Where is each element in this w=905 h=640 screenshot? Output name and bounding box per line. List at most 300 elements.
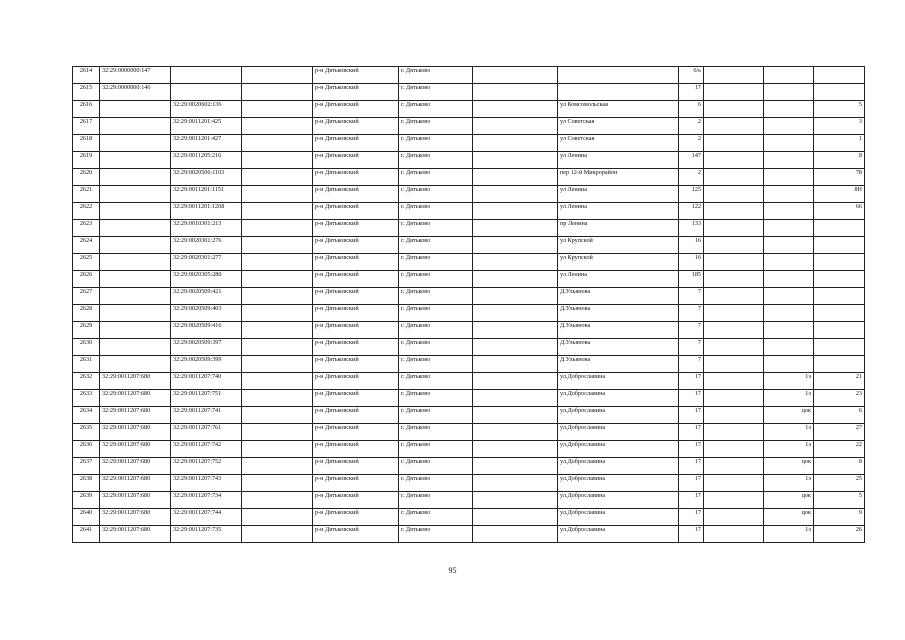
- table-cell: [764, 271, 814, 288]
- table-cell: г. Дятьково: [399, 169, 473, 186]
- table-row: [73, 67, 865, 84]
- table-cell: [242, 407, 313, 424]
- table-cell: 8: [814, 152, 865, 169]
- table-cell: г. Дятьково: [399, 305, 473, 322]
- table-cell: [473, 152, 558, 169]
- table-row: [73, 84, 865, 101]
- table-cell: [242, 305, 313, 322]
- table-cell: г. Дятьково: [399, 220, 473, 237]
- table-cell: [764, 84, 814, 101]
- table-cell: 32:29:0020509:421: [171, 288, 242, 305]
- table-cell: [473, 458, 558, 475]
- table-cell: 32:29:0011207:743: [171, 475, 242, 492]
- table-cell: г. Дятьково: [399, 152, 473, 169]
- table-cell: 17: [679, 509, 704, 526]
- table-cell: [242, 509, 313, 526]
- table-cell: [473, 67, 558, 84]
- table-cell: 32:29:0011201:1151: [171, 186, 242, 203]
- table-cell: 2621: [73, 186, 100, 203]
- table-cell: 2620: [73, 169, 100, 186]
- table-cell: [242, 271, 313, 288]
- table-cell: 2639: [73, 492, 100, 509]
- table-cell: 2640: [73, 509, 100, 526]
- table-cell: 2616: [73, 101, 100, 118]
- table-cell: 2615: [73, 84, 100, 101]
- table-cell: [764, 169, 814, 186]
- table-cell: ул Крупской: [558, 254, 679, 271]
- table-cell: 17: [679, 424, 704, 441]
- table-cell: 32:29:0020509:416: [171, 322, 242, 339]
- table-cell: 23: [814, 390, 865, 407]
- table-cell: 2628: [73, 305, 100, 322]
- table-row: [73, 305, 865, 322]
- table-cell: р-н Дятьковский: [313, 186, 399, 203]
- table-cell: 17: [679, 373, 704, 390]
- table-cell: [242, 424, 313, 441]
- table-cell: [473, 271, 558, 288]
- table-cell: [473, 254, 558, 271]
- table-cell: [814, 84, 865, 101]
- table-cell: ул.Доброславина: [558, 373, 679, 390]
- table-cell: [473, 475, 558, 492]
- table-cell: [242, 67, 313, 84]
- table-row: [73, 356, 865, 373]
- table-cell: [242, 152, 313, 169]
- table-cell: [100, 254, 171, 271]
- table-cell: г. Дятьково: [399, 356, 473, 373]
- table-cell: 17: [679, 407, 704, 424]
- table-cell: [704, 339, 764, 356]
- table-cell: [814, 67, 865, 84]
- table-cell: [764, 152, 814, 169]
- table-cell: г. Дятьково: [399, 271, 473, 288]
- table-cell: 2632: [73, 373, 100, 390]
- table-row: [73, 492, 865, 509]
- table-cell: [100, 356, 171, 373]
- table-cell: [558, 67, 679, 84]
- table-cell: р-н Дятьковский: [313, 475, 399, 492]
- table-cell: г. Дятьково: [399, 441, 473, 458]
- table-cell: 32:29:0011207:741: [171, 407, 242, 424]
- table-cell: ул.Доброславина: [558, 492, 679, 509]
- table-cell: [704, 458, 764, 475]
- table-cell: [473, 322, 558, 339]
- table-cell: [764, 356, 814, 373]
- table-cell: цок: [764, 509, 814, 526]
- table-cell: 32:29:0011207:744: [171, 509, 242, 526]
- table-cell: [242, 475, 313, 492]
- table-cell: [764, 118, 814, 135]
- table-cell: 2629: [73, 322, 100, 339]
- table-cell: 32:29:0011201:1208: [171, 203, 242, 220]
- table-cell: 17: [679, 390, 704, 407]
- table-row: [73, 424, 865, 441]
- table-cell: р-н Дятьковский: [313, 254, 399, 271]
- table-cell: [704, 203, 764, 220]
- table-row: [73, 322, 865, 339]
- table-cell: [242, 390, 313, 407]
- table-cell: [473, 220, 558, 237]
- table-cell: Д.Ульянова: [558, 339, 679, 356]
- table-cell: р-н Дятьковский: [313, 67, 399, 84]
- table-cell: [704, 475, 764, 492]
- table-cell: 1э: [764, 373, 814, 390]
- table-cell: 32:29:0011207:680: [100, 407, 171, 424]
- table-cell: г. Дятьково: [399, 288, 473, 305]
- table-cell: пер 12-й Микрорайон: [558, 169, 679, 186]
- table-cell: [704, 220, 764, 237]
- table-cell: [242, 186, 313, 203]
- table-cell: [473, 407, 558, 424]
- table-cell: р-н Дятьковский: [313, 390, 399, 407]
- table-cell: [704, 356, 764, 373]
- table-cell: [704, 373, 764, 390]
- registry-table-body: [73, 67, 865, 543]
- table-row: [73, 288, 865, 305]
- table-cell: 2641: [73, 526, 100, 543]
- table-row: [73, 373, 865, 390]
- table-row: [73, 458, 865, 475]
- table-cell: [242, 492, 313, 509]
- table-cell: [473, 424, 558, 441]
- table-cell: р-н Дятьковский: [313, 339, 399, 356]
- table-cell: 32:29:0020509:397: [171, 339, 242, 356]
- table-cell: [171, 84, 242, 101]
- table-cell: [704, 135, 764, 152]
- table-cell: 32:29:0011207:751: [171, 390, 242, 407]
- table-row: [73, 441, 865, 458]
- table-cell: р-н Дятьковский: [313, 203, 399, 220]
- table-cell: 2631: [73, 356, 100, 373]
- table-cell: р-н Дятьковский: [313, 152, 399, 169]
- table-cell: 32:29:0011207:734: [171, 492, 242, 509]
- table-cell: [242, 458, 313, 475]
- table-cell: [704, 169, 764, 186]
- table-cell: 125: [679, 186, 704, 203]
- table-cell: г. Дятьково: [399, 526, 473, 543]
- table-cell: р-н Дятьковский: [313, 356, 399, 373]
- table-cell: 2614: [73, 67, 100, 84]
- table-cell: [473, 373, 558, 390]
- table-cell: р-н Дятьковский: [313, 509, 399, 526]
- table-cell: 17: [679, 475, 704, 492]
- table-cell: [473, 509, 558, 526]
- table-cell: [473, 492, 558, 509]
- table-cell: пр Ленина: [558, 220, 679, 237]
- table-row: [73, 407, 865, 424]
- table-cell: [814, 271, 865, 288]
- table-cell: [171, 67, 242, 84]
- table-cell: [100, 271, 171, 288]
- table-cell: [100, 135, 171, 152]
- table-cell: 2625: [73, 254, 100, 271]
- table-cell: [704, 288, 764, 305]
- table-cell: 8Н: [814, 186, 865, 203]
- table-cell: р-н Дятьковский: [313, 305, 399, 322]
- table-cell: [100, 220, 171, 237]
- table-cell: [473, 135, 558, 152]
- table-cell: 147: [679, 152, 704, 169]
- table-cell: 2635: [73, 424, 100, 441]
- table-cell: 2637: [73, 458, 100, 475]
- table-cell: [764, 101, 814, 118]
- table-cell: ул.Доброславина: [558, 424, 679, 441]
- table-cell: 32:29:0011201:425: [171, 118, 242, 135]
- table-cell: [764, 203, 814, 220]
- table-cell: 2617: [73, 118, 100, 135]
- table-cell: р-н Дятьковский: [313, 118, 399, 135]
- table-cell: [764, 135, 814, 152]
- table-cell: ул.Доброславина: [558, 526, 679, 543]
- table-cell: 32:29:0000000:147: [100, 67, 171, 84]
- table-cell: [704, 271, 764, 288]
- table-cell: р-н Дятьковский: [313, 288, 399, 305]
- table-cell: г. Дятьково: [399, 135, 473, 152]
- table-cell: 32:29:0011207:742: [171, 441, 242, 458]
- table-cell: [100, 152, 171, 169]
- table-cell: 185: [679, 271, 704, 288]
- table-cell: 2634: [73, 407, 100, 424]
- table-cell: 1э: [764, 475, 814, 492]
- table-cell: 16: [679, 254, 704, 271]
- table-cell: [473, 288, 558, 305]
- table-cell: 2638: [73, 475, 100, 492]
- table-cell: 1э: [764, 441, 814, 458]
- table-row: [73, 526, 865, 543]
- table-cell: ул Ленина: [558, 203, 679, 220]
- table-cell: [704, 84, 764, 101]
- table-cell: Д.Ульянова: [558, 356, 679, 373]
- table-cell: [764, 237, 814, 254]
- table-cell: 17: [679, 458, 704, 475]
- table-cell: [473, 237, 558, 254]
- table-cell: 8: [814, 458, 865, 475]
- table-cell: [704, 526, 764, 543]
- table-cell: 32:29:0010301:213: [171, 220, 242, 237]
- table-cell: 2626: [73, 271, 100, 288]
- table-cell: 2623: [73, 220, 100, 237]
- table-row: [73, 169, 865, 186]
- table-cell: 32:29:0011207:752: [171, 458, 242, 475]
- table-cell: 32:29:0011207:680: [100, 441, 171, 458]
- table-cell: [100, 118, 171, 135]
- table-cell: [704, 407, 764, 424]
- table-cell: [242, 254, 313, 271]
- table-cell: 32:29:0011205:216: [171, 152, 242, 169]
- table-cell: [100, 101, 171, 118]
- table-cell: 2619: [73, 152, 100, 169]
- table-cell: [704, 322, 764, 339]
- table-cell: ул.Доброславина: [558, 441, 679, 458]
- table-cell: цок: [764, 407, 814, 424]
- table-cell: 32:29:0020602:136: [171, 101, 242, 118]
- table-cell: г. Дятьково: [399, 237, 473, 254]
- table-cell: цок: [764, 492, 814, 509]
- table-cell: [100, 288, 171, 305]
- table-cell: [242, 84, 313, 101]
- table-cell: [704, 101, 764, 118]
- table-cell: р-н Дятьковский: [313, 373, 399, 390]
- table-cell: [704, 152, 764, 169]
- table-cell: [100, 305, 171, 322]
- table-cell: [764, 339, 814, 356]
- table-cell: р-н Дятьковский: [313, 441, 399, 458]
- page-number: 95: [448, 566, 457, 575]
- table-row: [73, 220, 865, 237]
- table-cell: [764, 220, 814, 237]
- table-cell: [473, 356, 558, 373]
- table-cell: 32:29:0011207:680: [100, 390, 171, 407]
- table-row: [73, 390, 865, 407]
- table-cell: [473, 305, 558, 322]
- table-cell: 2624: [73, 237, 100, 254]
- table-cell: 133: [679, 220, 704, 237]
- table-cell: 2: [679, 169, 704, 186]
- table-cell: [100, 339, 171, 356]
- table-cell: 2618: [73, 135, 100, 152]
- table-cell: г. Дятьково: [399, 322, 473, 339]
- table-cell: 32:29:0011207:680: [100, 492, 171, 509]
- table-cell: ул Ленина: [558, 271, 679, 288]
- table-cell: 17: [679, 492, 704, 509]
- table-cell: [473, 441, 558, 458]
- table-cell: р-н Дятьковский: [313, 407, 399, 424]
- table-cell: ул.Доброславина: [558, 390, 679, 407]
- table-cell: [242, 169, 313, 186]
- table-cell: [242, 135, 313, 152]
- table-cell: р-н Дятьковский: [313, 135, 399, 152]
- table-cell: ул Крупской: [558, 237, 679, 254]
- table-cell: цок: [764, 458, 814, 475]
- table-cell: 16: [679, 237, 704, 254]
- table-row: [73, 203, 865, 220]
- table-row: [73, 118, 865, 135]
- table-row: [73, 271, 865, 288]
- table-cell: г. Дятьково: [399, 390, 473, 407]
- table-cell: [473, 118, 558, 135]
- table-cell: 32:29:0011207:680: [100, 509, 171, 526]
- table-cell: [764, 305, 814, 322]
- table-cell: 2622: [73, 203, 100, 220]
- table-cell: р-н Дятьковский: [313, 220, 399, 237]
- table-cell: [242, 441, 313, 458]
- table-cell: 32:29:0011207:680: [100, 424, 171, 441]
- table-cell: 32:29:0011207:735: [171, 526, 242, 543]
- table-cell: [242, 526, 313, 543]
- table-row: [73, 101, 865, 118]
- table-cell: [764, 288, 814, 305]
- table-cell: 32:29:0020301:277: [171, 254, 242, 271]
- table-cell: 32:29:0020509:399: [171, 356, 242, 373]
- table-cell: 2636: [73, 441, 100, 458]
- table-cell: [242, 203, 313, 220]
- table-cell: [764, 254, 814, 271]
- table-cell: 27: [814, 424, 865, 441]
- table-cell: [814, 305, 865, 322]
- table-cell: [473, 169, 558, 186]
- table-cell: г. Дятьково: [399, 475, 473, 492]
- table-cell: г. Дятьково: [399, 339, 473, 356]
- table-cell: 25: [814, 475, 865, 492]
- table-row: [73, 186, 865, 203]
- table-cell: [100, 322, 171, 339]
- table-cell: [473, 339, 558, 356]
- table-cell: 9: [814, 509, 865, 526]
- table-cell: ул.Доброславина: [558, 509, 679, 526]
- table-cell: 32:29:0020301:276: [171, 237, 242, 254]
- table-cell: 66: [814, 203, 865, 220]
- table-cell: [814, 339, 865, 356]
- table-cell: г. Дятьково: [399, 101, 473, 118]
- table-cell: 5: [814, 101, 865, 118]
- table-cell: г. Дятьково: [399, 407, 473, 424]
- table-cell: р-н Дятьковский: [313, 169, 399, 186]
- table-cell: 1: [814, 135, 865, 152]
- table-cell: 6: [814, 407, 865, 424]
- table-cell: [704, 186, 764, 203]
- table-cell: 32:29:0011207:740: [171, 373, 242, 390]
- table-cell: 7: [679, 339, 704, 356]
- table-cell: [764, 186, 814, 203]
- registry-table: [72, 66, 865, 543]
- table-cell: [704, 118, 764, 135]
- table-cell: р-н Дятьковский: [313, 237, 399, 254]
- table-row: [73, 509, 865, 526]
- table-cell: 2627: [73, 288, 100, 305]
- table-cell: [814, 254, 865, 271]
- table-cell: ул Советская: [558, 135, 679, 152]
- table-cell: [242, 373, 313, 390]
- table-cell: [473, 101, 558, 118]
- table-cell: р-н Дятьковский: [313, 322, 399, 339]
- table-cell: 17: [679, 441, 704, 458]
- table-cell: г. Дятьково: [399, 118, 473, 135]
- table-cell: [764, 67, 814, 84]
- table-cell: г. Дятьково: [399, 492, 473, 509]
- table-cell: 1э: [764, 390, 814, 407]
- table-cell: [473, 390, 558, 407]
- table-cell: [704, 390, 764, 407]
- table-row: [73, 237, 865, 254]
- table-cell: ул Ленина: [558, 152, 679, 169]
- table-cell: [242, 101, 313, 118]
- table-cell: г. Дятьково: [399, 509, 473, 526]
- table-cell: 1э: [764, 424, 814, 441]
- table-cell: р-н Дятьковский: [313, 458, 399, 475]
- table-cell: 32:29:0011201:427: [171, 135, 242, 152]
- table-cell: [558, 84, 679, 101]
- table-cell: ул.Доброславина: [558, 407, 679, 424]
- table-cell: [814, 356, 865, 373]
- table-cell: г. Дятьково: [399, 458, 473, 475]
- table-cell: 32:29:0011207:761: [171, 424, 242, 441]
- table-cell: ул Ленина: [558, 186, 679, 203]
- table-cell: [704, 305, 764, 322]
- table-cell: [704, 509, 764, 526]
- table-cell: г. Дятьково: [399, 254, 473, 271]
- table-cell: г. Дятьково: [399, 186, 473, 203]
- table-cell: [100, 203, 171, 220]
- table-row: [73, 254, 865, 271]
- table-cell: р-н Дятьковский: [313, 492, 399, 509]
- table-cell: [100, 169, 171, 186]
- table-cell: 32:29:0020509:403: [171, 305, 242, 322]
- table-cell: г. Дятьково: [399, 373, 473, 390]
- table-cell: 2: [679, 118, 704, 135]
- table-cell: [704, 237, 764, 254]
- table-cell: 7: [679, 356, 704, 373]
- table-cell: ул Советская: [558, 118, 679, 135]
